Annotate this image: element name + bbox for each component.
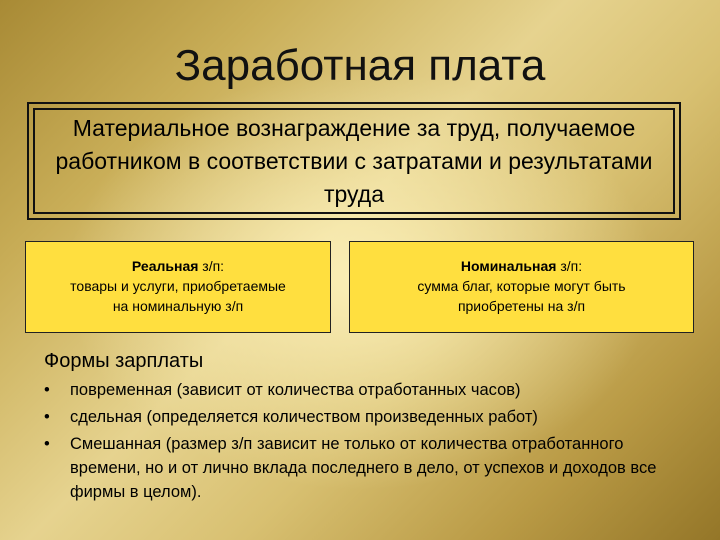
real-wage-line-1: товары и услуги, приобретаемые	[70, 278, 286, 294]
slide-title: Заработная плата	[174, 41, 546, 90]
bullet-icon: •	[44, 381, 50, 399]
real-wage-heading: Реальная	[131, 258, 199, 274]
list-item-text: сдельная (определяется количеством произведенных работ)	[70, 408, 538, 426]
wage-forms-list	[44, 378, 694, 504]
bullet-icon: •	[44, 435, 50, 453]
nominal-wage-box	[349, 241, 694, 333]
list-item-text: повременная (зависит от количества отработанных часов)	[70, 381, 521, 399]
definition-box	[27, 102, 681, 220]
wage-forms-section	[44, 348, 694, 507]
list-item	[44, 432, 694, 504]
real-wage-box	[25, 241, 331, 333]
real-wage-line-2: на номинальную з/п	[112, 298, 244, 314]
wage-forms-heading: Формы зарплаты	[44, 350, 204, 372]
real-wage-title	[26, 256, 330, 276]
list-item	[44, 405, 694, 429]
list-item	[44, 378, 694, 402]
nominal-wage-title	[350, 256, 693, 276]
nominal-wage-heading-suffix: з/п:	[556, 258, 583, 274]
nominal-wage-heading: Номинальная	[460, 258, 557, 274]
list-item-text: Смешанная (размер з/п зависит не только от количества отработанного времени, но и от лично вклада последнего в дело, от успехов и доходов все фирмы в целом).	[70, 435, 657, 501]
definition-text: Материальное вознаграждение за труд, получаемое работником в соответствии с затратами и результатами труда	[33, 108, 675, 214]
bullet-icon: •	[44, 408, 50, 426]
real-wage-heading-suffix: з/п:	[198, 258, 225, 274]
nominal-wage-line-2: приобретены на з/п	[457, 298, 586, 314]
nominal-wage-line-1: сумма благ, которые могут быть	[417, 278, 626, 294]
